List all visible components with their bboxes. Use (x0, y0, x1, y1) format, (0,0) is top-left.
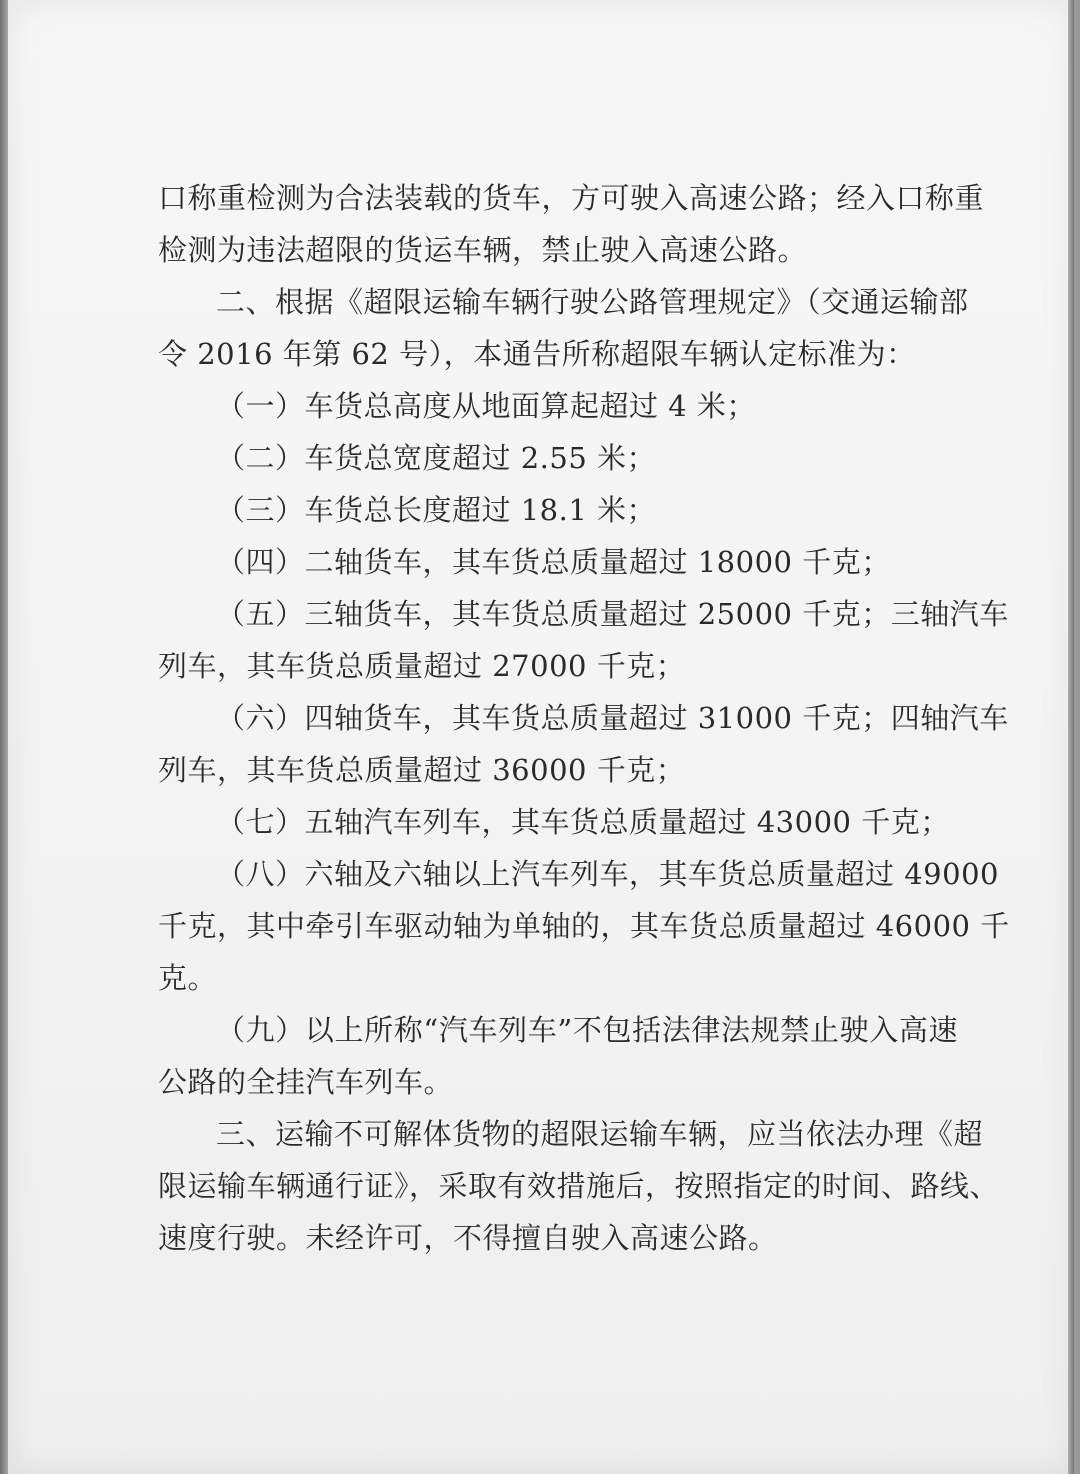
list-item: （七）五轴汽车列车，其车货总质量超过 43000 千克； (216, 805, 950, 839)
list-item: （一）车货总高度从地面算起超过 4 米； (216, 389, 756, 423)
page-edge-left (0, 0, 8, 1474)
list-item-continuation: 克。 (158, 961, 218, 995)
list-item-continuation: 列车，其车货总质量超过 36000 千克； (158, 753, 686, 787)
paragraph-line: 三、运输不可解体货物的超限运输车辆，应当依法办理《超 (216, 1117, 984, 1151)
paragraph-line: 二、根据《超限运输车辆行驶公路管理规定》（交通运输部 (216, 285, 969, 319)
paragraph-line: 速度行驶。未经许可，不得擅自驶入高速公路。 (158, 1221, 778, 1255)
list-item-continuation: 公路的全挂汽车列车。 (158, 1065, 454, 1099)
list-item: （八）六轴及六轴以上汽车列车，其车货总质量超过 49000 (216, 857, 999, 891)
list-item: （九）以上所称“汽车列车”不包括法律法规禁止驶入高速 (216, 1013, 958, 1047)
paragraph-line: 检测为违法超限的货运车辆，禁止驶入高速公路。 (158, 233, 808, 267)
list-item: （五）三轴货车，其车货总质量超过 25000 千克；三轴汽车 (216, 597, 1009, 631)
paragraph-line: 令 2016 年第 62 号），本通告所称超限车辆认定标准为： (158, 337, 916, 371)
page-edge-right (1068, 0, 1074, 1474)
list-item: （三）车货总长度超过 18.1 米； (216, 493, 657, 527)
document-page (8, 0, 1074, 1474)
list-item: （二）车货总宽度超过 2.55 米； (216, 441, 657, 475)
paragraph-line: 限运输车辆通行证》，采取有效措施后，按照指定的时间、路线、 (158, 1169, 1000, 1203)
list-item-continuation: 千克，其中牵引车驱动轴为单轴的，其车货总质量超过 46000 千 (158, 909, 1010, 943)
list-item: （六）四轴货车，其车货总质量超过 31000 千克；四轴汽车 (216, 701, 1009, 735)
list-item-continuation: 列车，其车货总质量超过 27000 千克； (158, 649, 686, 683)
paragraph-line: 口称重检测为合法装载的货车，方可驶入高速公路；经入口称重 (158, 181, 985, 215)
list-item: （四）二轴货车，其车货总质量超过 18000 千克； (216, 545, 891, 579)
